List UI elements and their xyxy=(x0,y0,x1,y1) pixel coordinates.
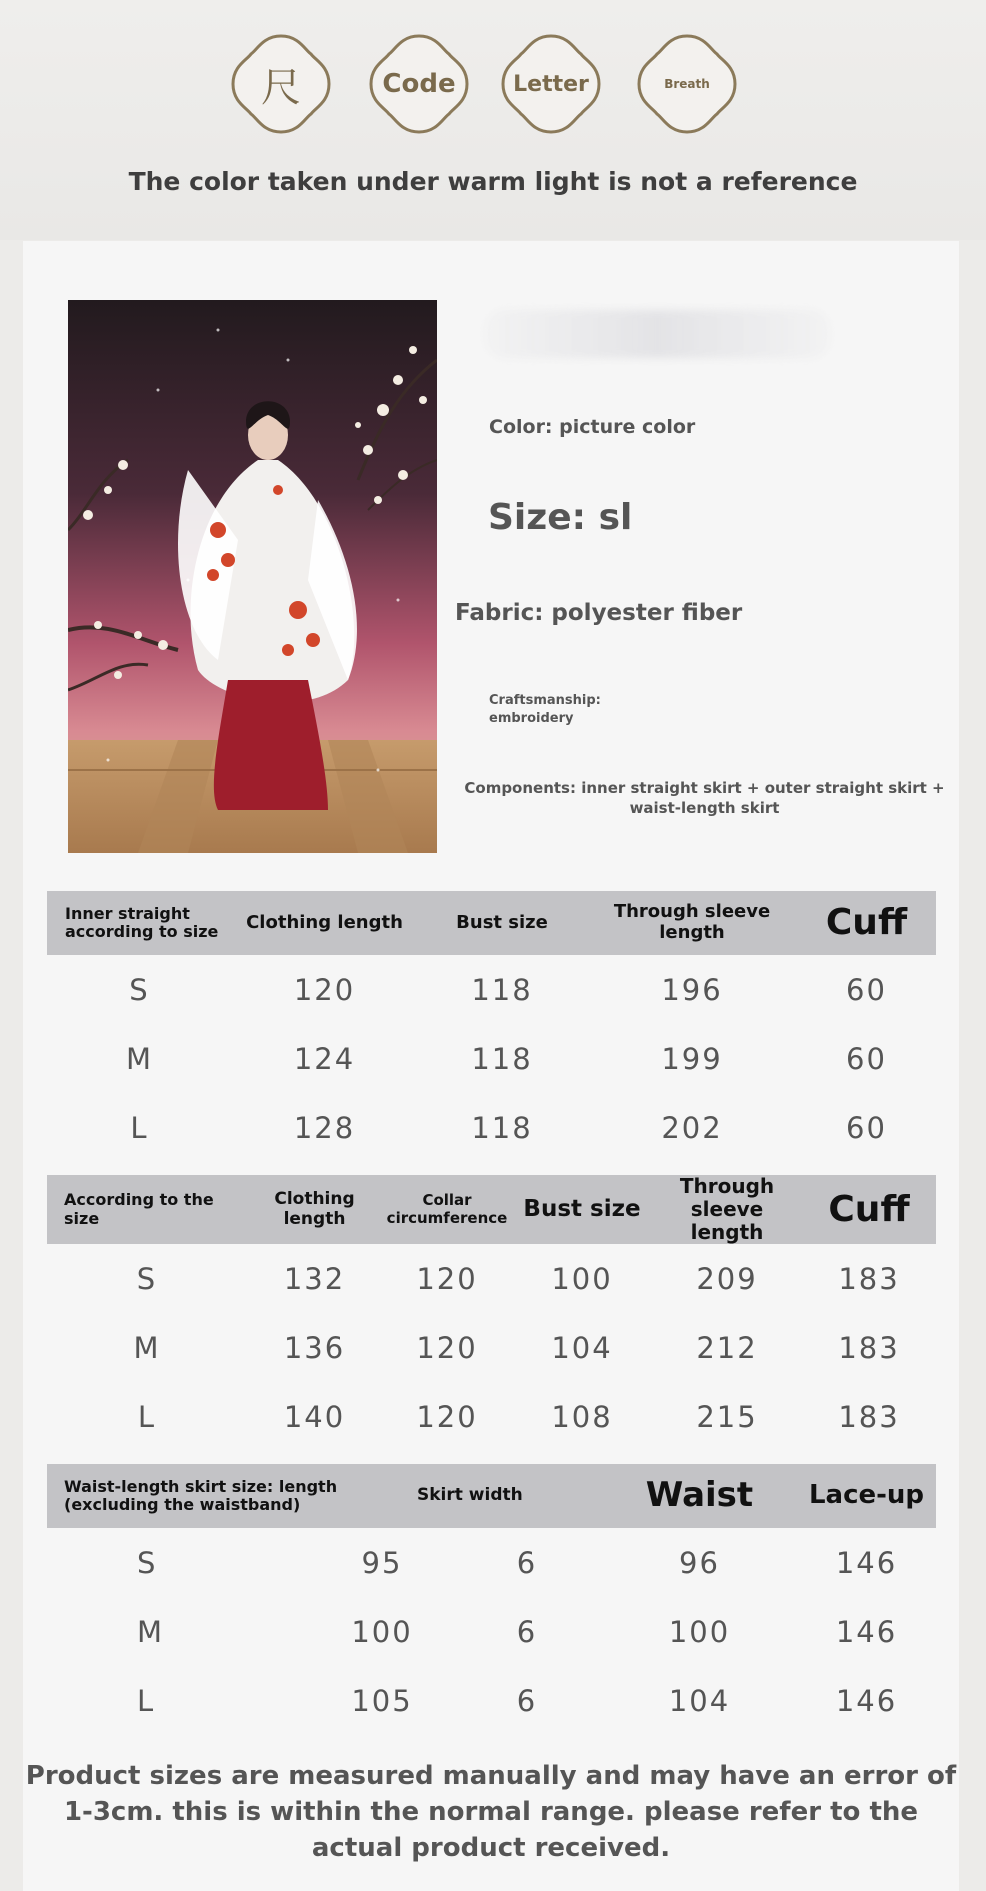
table-header-cell: Waist-length skirt size: length (excluding the waistband) xyxy=(47,1464,417,1528)
table-cell: M xyxy=(133,1330,161,1365)
table-cell: 100 xyxy=(668,1614,731,1649)
table-cell: 104 xyxy=(551,1330,613,1365)
tagline: The color taken under warm light is not a reference xyxy=(128,167,858,196)
size-table-skirt xyxy=(47,1464,936,1735)
table-row xyxy=(47,1666,936,1735)
badge-label: Letter xyxy=(513,71,589,97)
product-photo xyxy=(68,300,437,853)
top-banner xyxy=(0,0,986,240)
table-cell xyxy=(361,1528,602,1597)
table-cell: S xyxy=(129,972,150,1007)
table-cell: 60 xyxy=(846,1041,887,1076)
table-header-cell: Through sleeve length xyxy=(587,891,797,955)
table-cell: 183 xyxy=(838,1261,900,1296)
table-header-cell: Lace-up xyxy=(797,1464,936,1528)
badge-letter xyxy=(497,30,605,138)
table-header-row xyxy=(47,1464,936,1528)
table-cell: 140 xyxy=(283,1399,346,1434)
badge-label: 尺 xyxy=(261,64,301,111)
table-cell: 118 xyxy=(471,1110,533,1145)
table-row xyxy=(47,1528,936,1597)
table-cell: 96 xyxy=(679,1545,720,1580)
table-cell-value: 6 xyxy=(516,1545,538,1580)
spec-craftsmanship xyxy=(489,692,601,728)
table-cell: 183 xyxy=(838,1399,900,1434)
table-cell: M xyxy=(137,1614,165,1649)
table-cell: 104 xyxy=(668,1683,731,1718)
table-header-cell: Clothing length xyxy=(232,891,417,955)
table-cell: 209 xyxy=(696,1261,758,1296)
table-cell: 196 xyxy=(661,972,723,1007)
badge-label: Code xyxy=(382,69,456,99)
spec-components: Components: inner straight skirt + outer straight skirt + waist-length skirt xyxy=(464,779,945,817)
badge-label: Breath xyxy=(664,77,710,91)
blurred-region xyxy=(485,310,830,358)
table-cell: L xyxy=(130,1110,149,1145)
size-table-inner xyxy=(47,891,936,1162)
table-row xyxy=(47,1313,936,1382)
table-row xyxy=(47,1382,936,1451)
table-cell: S xyxy=(136,1261,158,1296)
table-row xyxy=(47,1024,936,1093)
table-row xyxy=(47,1093,936,1162)
table-cell: 146 xyxy=(835,1614,898,1649)
table-cell: L xyxy=(137,1683,156,1718)
size-table-outer xyxy=(47,1175,936,1451)
table-header-cell: Bust size xyxy=(512,1175,652,1244)
table-header-row xyxy=(47,891,936,955)
table-cell-value: 105 xyxy=(351,1683,413,1718)
spec-size: Size: sl xyxy=(488,497,633,538)
table-header-cell: Skirt width xyxy=(417,1464,602,1528)
spec-color: Color: picture color xyxy=(489,416,696,438)
table-cell: 146 xyxy=(835,1683,898,1718)
table-header-cell: Waist xyxy=(602,1464,797,1528)
badge-breath xyxy=(633,30,741,138)
table-header-cell: Clothing length xyxy=(247,1175,382,1244)
table-cell: 120 xyxy=(416,1261,478,1296)
table-header-cell: According to the size xyxy=(47,1175,247,1244)
measurement-disclaimer: Product sizes are measured manually and may have an error of 1-3cm. this is within the normal range. please refer to the actual product received. xyxy=(25,1761,957,1863)
table-row xyxy=(47,1597,936,1666)
hanfu-model-image xyxy=(68,300,437,853)
table-cell: 118 xyxy=(471,972,533,1007)
table-cell-value: 95 xyxy=(361,1545,403,1580)
table-cell xyxy=(351,1666,602,1735)
badge-code xyxy=(365,30,473,138)
table-cell-value: 100 xyxy=(351,1614,413,1649)
table-row xyxy=(47,955,936,1024)
table-cell: 199 xyxy=(661,1041,723,1076)
table-cell: 132 xyxy=(283,1261,346,1296)
table-header-cell: Bust size xyxy=(417,891,587,955)
table-cell-value: 6 xyxy=(516,1683,538,1718)
table-header-cell: Cuff xyxy=(802,1175,936,1244)
table-cell: 124 xyxy=(293,1041,356,1076)
badge-chi xyxy=(227,30,335,138)
table-cell: 146 xyxy=(835,1545,898,1580)
table-cell: 136 xyxy=(283,1330,346,1365)
badge-row xyxy=(0,30,986,145)
craftsmanship-label: Craftsmanship: xyxy=(489,693,601,708)
spec-fabric: Fabric: polyester fiber xyxy=(455,600,743,626)
table-cell: 100 xyxy=(551,1261,613,1296)
table-cell: 128 xyxy=(293,1110,356,1145)
table-cell: 120 xyxy=(293,972,356,1007)
table-cell: L xyxy=(137,1399,157,1434)
table-cell: 212 xyxy=(696,1330,758,1365)
table-cell: 215 xyxy=(696,1399,758,1434)
table-cell-value: 6 xyxy=(516,1614,538,1649)
table-header-cell: Cuff xyxy=(797,891,936,955)
table-header-cell: Inner straight according to size xyxy=(47,891,232,955)
table-header-row xyxy=(47,1175,936,1244)
table-cell xyxy=(351,1597,602,1666)
table-cell: 183 xyxy=(838,1330,900,1365)
table-cell: 118 xyxy=(471,1041,533,1076)
table-cell: 108 xyxy=(551,1399,613,1434)
table-cell: 60 xyxy=(846,1110,887,1145)
table-cell: 120 xyxy=(416,1330,478,1365)
table-header-cell: Collar circumference xyxy=(382,1175,512,1244)
table-cell: 120 xyxy=(416,1399,478,1434)
table-cell: 60 xyxy=(846,972,887,1007)
table-cell: 202 xyxy=(661,1110,723,1145)
table-cell: M xyxy=(125,1041,154,1076)
table-header-cell: Through sleeve length xyxy=(652,1175,802,1244)
table-cell: S xyxy=(137,1545,158,1580)
table-row xyxy=(47,1244,936,1313)
craftsmanship-value: embroidery xyxy=(489,711,574,726)
